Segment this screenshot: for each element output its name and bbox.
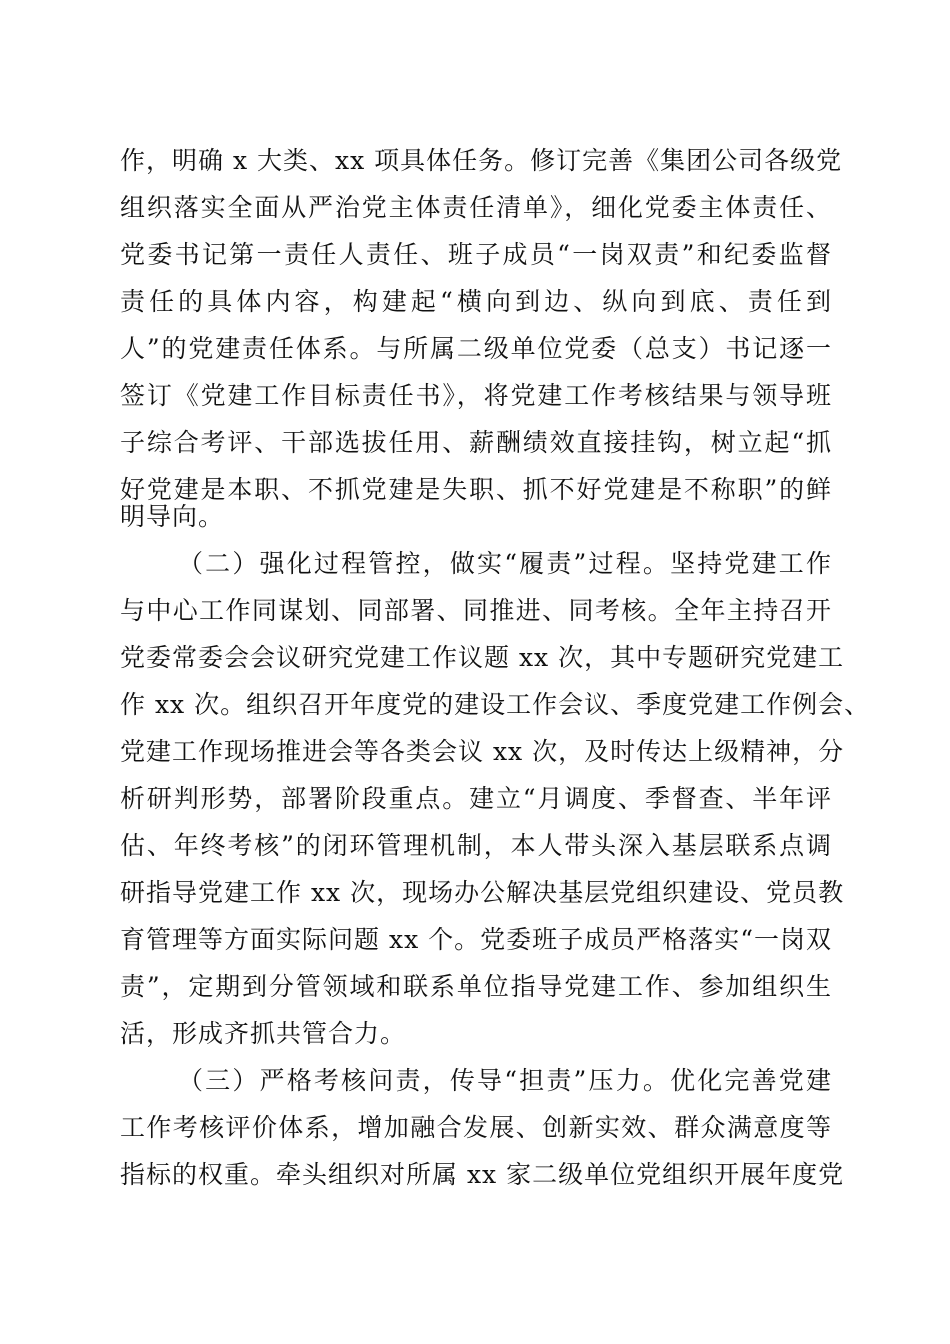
paragraph-2-line-10: 责”，定期到分管领域和联系单位指导党建工作、参加组织生 <box>120 972 832 1001</box>
paragraph-2-line-3: 党委常委会会议研究党建工作议题 xx 次，其中专题研究党建工 <box>120 643 845 672</box>
paragraph-3-line-1: （三）严格考核问责，传导“担责”压力。优化完善党建 <box>178 1066 832 1095</box>
paragraph-2-line-5: 党建工作现场推进会等各类会议 xx 次，及时传达上级精神，分 <box>120 737 845 766</box>
paragraph-2-line-8: 研指导党建工作 xx 次，现场办公解决基层党组织建设、党员教 <box>120 878 845 907</box>
paragraph-3-line-2: 工作考核评价体系，增加融合发展、创新实效、群众满意度等 <box>120 1113 832 1142</box>
paragraph-1-line-9: 明导向。 <box>120 502 225 531</box>
paragraph-2-line-2: 与中心工作同谋划、同部署、同推进、同考核。全年主持召开 <box>120 596 832 625</box>
paragraph-1-line-5: 人”的党建责任体系。与所属二级单位党委（总支）书记逐一 <box>120 334 832 363</box>
paragraph-1-line-4: 责任的具体内容，构建起“横向到边、纵向到底、责任到 <box>120 287 832 316</box>
paragraph-1-line-6: 签订《党建工作目标责任书》，将党建工作考核结果与领导班 <box>120 381 832 410</box>
paragraph-1-line-2: 组织落实全面从严治党主体责任清单》，细化党委主体责任、 <box>120 193 832 222</box>
paragraph-1-line-1: 作，明确 x 大类、xx 项具体任务。修订完善《集团公司各级党 <box>120 146 843 175</box>
paragraph-2-line-6: 析研判形势，部署阶段重点。建立“月调度、季督查、半年评 <box>120 784 832 813</box>
paragraph-2-line-4: 作 xx 次。组织召开年度党的建设工作会议、季度党建工作例会、 <box>120 690 871 719</box>
paragraph-2-line-1: （二）强化过程管控，做实“履责”过程。坚持党建工作 <box>178 549 832 578</box>
paragraph-1-line-8: 好党建是本职、不抓党建是失职、抓不好党建是不称职”的鲜 <box>120 475 832 504</box>
paragraph-1-line-7: 子综合考评、干部选拔任用、薪酬绩效直接挂钩，树立起“抓 <box>120 428 832 457</box>
paragraph-3-line-3: 指标的权重。牵头组织对所属 xx 家二级单位党组织开展年度党 <box>120 1160 845 1189</box>
paragraph-1-line-3: 党委书记第一责任人责任、班子成员“一岗双责”和纪委监督 <box>120 240 832 269</box>
paragraph-2-line-11: 活，形成齐抓共管合力。 <box>120 1019 407 1048</box>
paragraph-2-line-9: 育管理等方面实际问题 xx 个。党委班子成员严格落实“一岗双 <box>120 925 832 954</box>
paragraph-2-line-7: 估、年终考核”的闭环管理机制，本人带头深入基层联系点调 <box>120 831 832 860</box>
